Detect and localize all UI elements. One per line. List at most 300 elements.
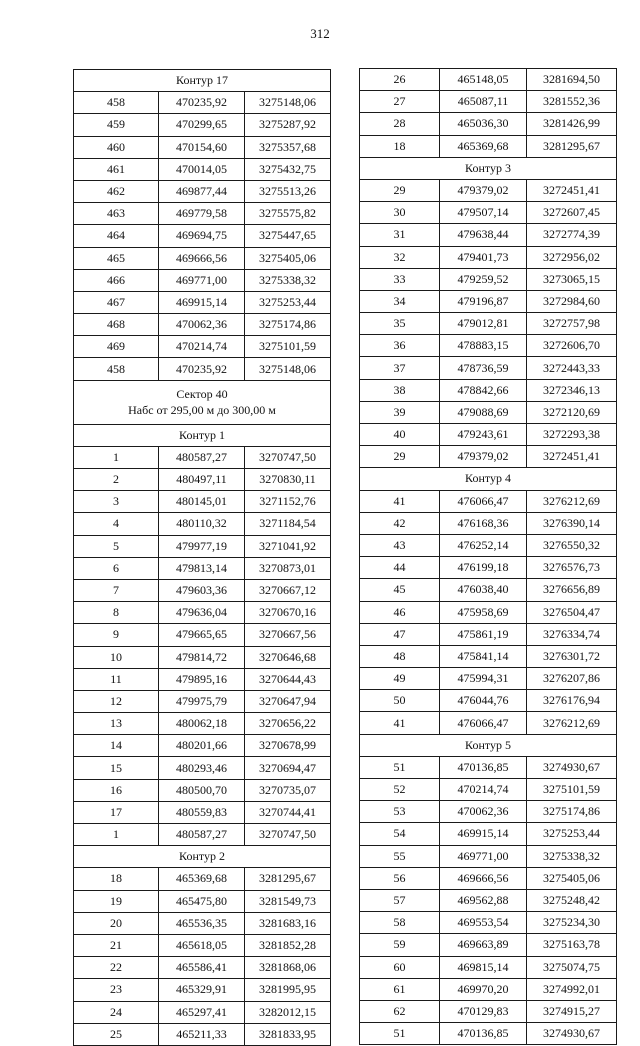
table-row bbox=[74, 957, 331, 979]
table-row bbox=[74, 824, 331, 846]
table-row bbox=[360, 335, 617, 357]
table-row bbox=[74, 668, 331, 690]
point-number: 34 bbox=[360, 290, 440, 312]
point-number: 33 bbox=[360, 268, 440, 290]
table-row bbox=[360, 557, 617, 579]
x-coordinate: 480587,27 bbox=[159, 824, 245, 846]
point-number: 467 bbox=[74, 291, 159, 313]
x-coordinate: 478883,15 bbox=[440, 335, 527, 357]
table-row bbox=[360, 779, 617, 801]
contour-header: Контур 4 bbox=[360, 468, 617, 490]
point-number: 7 bbox=[74, 579, 159, 601]
x-coordinate: 479636,04 bbox=[159, 602, 245, 624]
x-coordinate: 465036,30 bbox=[440, 113, 527, 135]
table-row bbox=[360, 645, 617, 667]
x-coordinate: 469915,14 bbox=[440, 823, 527, 845]
x-coordinate: 480201,66 bbox=[159, 735, 245, 757]
x-coordinate: 479813,14 bbox=[159, 557, 245, 579]
y-coordinate: 3281995,95 bbox=[245, 979, 331, 1001]
table-row bbox=[74, 579, 331, 601]
table-row bbox=[74, 180, 331, 202]
point-number: 18 bbox=[360, 135, 440, 157]
table-row bbox=[360, 401, 617, 423]
x-coordinate: 478842,66 bbox=[440, 379, 527, 401]
table-row bbox=[360, 845, 617, 867]
x-coordinate: 476168,36 bbox=[440, 512, 527, 534]
sector-height-range: Набс от 295,00 м до 300,00 м bbox=[128, 403, 276, 418]
table-row bbox=[74, 513, 331, 535]
x-coordinate: 469877,44 bbox=[159, 180, 245, 202]
table-row bbox=[360, 668, 617, 690]
x-coordinate: 470154,60 bbox=[159, 136, 245, 158]
x-coordinate: 465329,91 bbox=[159, 979, 245, 1001]
point-number: 5 bbox=[74, 535, 159, 557]
point-number: 461 bbox=[74, 158, 159, 180]
x-coordinate: 475994,31 bbox=[440, 668, 527, 690]
y-coordinate: 3275357,68 bbox=[245, 136, 331, 158]
x-coordinate: 480559,83 bbox=[159, 801, 245, 823]
point-number: 61 bbox=[360, 978, 440, 1000]
x-coordinate: 465475,80 bbox=[159, 890, 245, 912]
x-coordinate: 469553,54 bbox=[440, 912, 527, 934]
x-coordinate: 470214,74 bbox=[159, 336, 245, 358]
y-coordinate: 3275234,30 bbox=[527, 912, 617, 934]
x-coordinate: 480587,27 bbox=[159, 446, 245, 468]
table-row bbox=[74, 979, 331, 1001]
x-coordinate: 479401,73 bbox=[440, 246, 527, 268]
y-coordinate: 3281549,73 bbox=[245, 890, 331, 912]
y-coordinate: 3276334,74 bbox=[527, 623, 617, 645]
point-number: 13 bbox=[74, 713, 159, 735]
table-row bbox=[74, 1001, 331, 1023]
x-coordinate: 469771,00 bbox=[440, 845, 527, 867]
x-coordinate: 480110,32 bbox=[159, 513, 245, 535]
y-coordinate: 3275174,86 bbox=[527, 801, 617, 823]
y-coordinate: 3274992,01 bbox=[527, 978, 617, 1000]
table-row bbox=[74, 247, 331, 269]
point-number: 2 bbox=[74, 469, 159, 491]
x-coordinate: 475861,19 bbox=[440, 623, 527, 645]
point-number: 51 bbox=[360, 1023, 440, 1045]
x-coordinate: 470014,05 bbox=[159, 158, 245, 180]
table-row bbox=[74, 801, 331, 823]
point-number: 35 bbox=[360, 313, 440, 335]
point-number: 38 bbox=[360, 379, 440, 401]
table-row bbox=[360, 224, 617, 246]
x-coordinate: 475958,69 bbox=[440, 601, 527, 623]
table-row bbox=[360, 690, 617, 712]
y-coordinate: 3275148,06 bbox=[245, 92, 331, 114]
table-row bbox=[74, 1023, 331, 1045]
y-coordinate: 3275575,82 bbox=[245, 203, 331, 225]
point-number: 8 bbox=[74, 602, 159, 624]
contour-header: Контур 2 bbox=[74, 846, 331, 868]
point-number: 49 bbox=[360, 668, 440, 690]
point-number: 15 bbox=[74, 757, 159, 779]
contour-header: Контур 1 bbox=[74, 424, 331, 446]
point-number: 20 bbox=[74, 912, 159, 934]
y-coordinate: 3270744,41 bbox=[245, 801, 331, 823]
point-number: 460 bbox=[74, 136, 159, 158]
contour-header-row bbox=[360, 468, 617, 490]
y-coordinate: 3270670,16 bbox=[245, 602, 331, 624]
table-row bbox=[360, 712, 617, 734]
x-coordinate: 479507,14 bbox=[440, 202, 527, 224]
point-number: 43 bbox=[360, 534, 440, 556]
point-number: 50 bbox=[360, 690, 440, 712]
y-coordinate: 3270647,94 bbox=[245, 690, 331, 712]
point-number: 466 bbox=[74, 269, 159, 291]
point-number: 39 bbox=[360, 401, 440, 423]
y-coordinate: 3272451,41 bbox=[527, 446, 617, 468]
table-row bbox=[74, 757, 331, 779]
contour-header-row bbox=[74, 846, 331, 868]
y-coordinate: 3275338,32 bbox=[527, 845, 617, 867]
point-number: 59 bbox=[360, 934, 440, 956]
x-coordinate: 479603,36 bbox=[159, 579, 245, 601]
y-coordinate: 3271152,76 bbox=[245, 491, 331, 513]
x-coordinate: 479638,44 bbox=[440, 224, 527, 246]
contour-header: Контур 3 bbox=[360, 157, 617, 179]
contour-header-row bbox=[74, 70, 331, 92]
y-coordinate: 3275101,59 bbox=[527, 779, 617, 801]
table-row bbox=[360, 534, 617, 556]
y-coordinate: 3281833,95 bbox=[245, 1023, 331, 1045]
table-row bbox=[360, 867, 617, 889]
y-coordinate: 3281868,06 bbox=[245, 957, 331, 979]
table-row bbox=[360, 956, 617, 978]
point-number: 27 bbox=[360, 91, 440, 113]
y-coordinate: 3270747,50 bbox=[245, 446, 331, 468]
x-coordinate: 470235,92 bbox=[159, 358, 245, 380]
y-coordinate: 3275447,65 bbox=[245, 225, 331, 247]
point-number: 46 bbox=[360, 601, 440, 623]
point-number: 30 bbox=[360, 202, 440, 224]
point-number: 56 bbox=[360, 867, 440, 889]
table-row bbox=[74, 491, 331, 513]
y-coordinate: 3275253,44 bbox=[245, 291, 331, 313]
x-coordinate: 480500,70 bbox=[159, 779, 245, 801]
table-row bbox=[360, 756, 617, 778]
x-coordinate: 479895,16 bbox=[159, 668, 245, 690]
x-coordinate: 469815,14 bbox=[440, 956, 527, 978]
table-row bbox=[360, 379, 617, 401]
y-coordinate: 3281852,28 bbox=[245, 934, 331, 956]
table-row bbox=[74, 136, 331, 158]
table-row bbox=[74, 92, 331, 114]
y-coordinate: 3275174,86 bbox=[245, 314, 331, 336]
x-coordinate: 465586,41 bbox=[159, 957, 245, 979]
point-number: 54 bbox=[360, 823, 440, 845]
table-row bbox=[360, 246, 617, 268]
table-row bbox=[360, 357, 617, 379]
y-coordinate: 3276504,47 bbox=[527, 601, 617, 623]
point-number: 32 bbox=[360, 246, 440, 268]
y-coordinate: 3271041,92 bbox=[245, 535, 331, 557]
point-number: 57 bbox=[360, 889, 440, 911]
y-coordinate: 3275405,06 bbox=[527, 867, 617, 889]
table-row bbox=[74, 291, 331, 313]
point-number: 462 bbox=[74, 180, 159, 202]
point-number: 18 bbox=[74, 868, 159, 890]
table-row bbox=[74, 269, 331, 291]
sector-header-row bbox=[74, 380, 331, 424]
y-coordinate: 3275513,26 bbox=[245, 180, 331, 202]
x-coordinate: 465618,05 bbox=[159, 934, 245, 956]
table-row bbox=[74, 446, 331, 468]
y-coordinate: 3275101,59 bbox=[245, 336, 331, 358]
point-number: 1 bbox=[74, 824, 159, 846]
table-row bbox=[74, 336, 331, 358]
y-coordinate: 3270830,11 bbox=[245, 469, 331, 491]
x-coordinate: 476066,47 bbox=[440, 490, 527, 512]
x-coordinate: 469779,58 bbox=[159, 203, 245, 225]
x-coordinate: 470062,36 bbox=[159, 314, 245, 336]
y-coordinate: 3275163,78 bbox=[527, 934, 617, 956]
y-coordinate: 3276576,73 bbox=[527, 557, 617, 579]
point-number: 41 bbox=[360, 490, 440, 512]
y-coordinate: 3276176,94 bbox=[527, 690, 617, 712]
table-row bbox=[360, 579, 617, 601]
point-number: 458 bbox=[74, 92, 159, 114]
coordinates-table-right bbox=[359, 68, 617, 1045]
table-row bbox=[360, 268, 617, 290]
point-number: 37 bbox=[360, 357, 440, 379]
y-coordinate: 3273065,15 bbox=[527, 268, 617, 290]
point-number: 463 bbox=[74, 203, 159, 225]
y-coordinate: 3272757,98 bbox=[527, 313, 617, 335]
x-coordinate: 470136,85 bbox=[440, 756, 527, 778]
y-coordinate: 3275287,92 bbox=[245, 114, 331, 136]
table-row bbox=[360, 889, 617, 911]
x-coordinate: 476038,40 bbox=[440, 579, 527, 601]
y-coordinate: 3272774,39 bbox=[527, 224, 617, 246]
contour-header: Контур 17 bbox=[74, 70, 331, 92]
table-row bbox=[360, 113, 617, 135]
point-number: 465 bbox=[74, 247, 159, 269]
point-number: 29 bbox=[360, 179, 440, 201]
point-number: 11 bbox=[74, 668, 159, 690]
table-row bbox=[74, 225, 331, 247]
x-coordinate: 469694,75 bbox=[159, 225, 245, 247]
x-coordinate: 478736,59 bbox=[440, 357, 527, 379]
y-coordinate: 3272451,41 bbox=[527, 179, 617, 201]
table-row bbox=[360, 1000, 617, 1022]
x-coordinate: 480062,18 bbox=[159, 713, 245, 735]
table-row bbox=[360, 91, 617, 113]
x-coordinate: 479379,02 bbox=[440, 179, 527, 201]
table-row bbox=[74, 912, 331, 934]
y-coordinate: 3281295,67 bbox=[527, 135, 617, 157]
x-coordinate: 469915,14 bbox=[159, 291, 245, 313]
x-coordinate: 470136,85 bbox=[440, 1023, 527, 1045]
x-coordinate: 480145,01 bbox=[159, 491, 245, 513]
table-row bbox=[360, 490, 617, 512]
y-coordinate: 3275253,44 bbox=[527, 823, 617, 845]
x-coordinate: 479379,02 bbox=[440, 446, 527, 468]
table-row bbox=[74, 934, 331, 956]
point-number: 10 bbox=[74, 646, 159, 668]
y-coordinate: 3275338,32 bbox=[245, 269, 331, 291]
table-row bbox=[74, 557, 331, 579]
x-coordinate: 469666,56 bbox=[440, 867, 527, 889]
point-number: 9 bbox=[74, 624, 159, 646]
table-row bbox=[74, 646, 331, 668]
point-number: 29 bbox=[360, 446, 440, 468]
table-row bbox=[360, 934, 617, 956]
table-row bbox=[360, 446, 617, 468]
point-number: 17 bbox=[74, 801, 159, 823]
table-row bbox=[360, 978, 617, 1000]
table-row bbox=[360, 424, 617, 446]
x-coordinate: 465369,68 bbox=[159, 868, 245, 890]
y-coordinate: 3275248,42 bbox=[527, 889, 617, 911]
x-coordinate: 476252,14 bbox=[440, 534, 527, 556]
table-row bbox=[74, 158, 331, 180]
y-coordinate: 3281552,36 bbox=[527, 91, 617, 113]
y-coordinate: 3270646,68 bbox=[245, 646, 331, 668]
table-row bbox=[74, 890, 331, 912]
point-number: 16 bbox=[74, 779, 159, 801]
point-number: 36 bbox=[360, 335, 440, 357]
y-coordinate: 3274915,27 bbox=[527, 1000, 617, 1022]
x-coordinate: 469771,00 bbox=[159, 269, 245, 291]
table-row bbox=[74, 690, 331, 712]
y-coordinate: 3270644,43 bbox=[245, 668, 331, 690]
y-coordinate: 3272606,70 bbox=[527, 335, 617, 357]
y-coordinate: 3274930,67 bbox=[527, 756, 617, 778]
x-coordinate: 469970,20 bbox=[440, 978, 527, 1000]
x-coordinate: 470299,65 bbox=[159, 114, 245, 136]
contour-header: Контур 5 bbox=[360, 734, 617, 756]
y-coordinate: 3271184,54 bbox=[245, 513, 331, 535]
contour-header-row bbox=[360, 157, 617, 179]
y-coordinate: 3272607,45 bbox=[527, 202, 617, 224]
y-coordinate: 3272346,13 bbox=[527, 379, 617, 401]
y-coordinate: 3272984,60 bbox=[527, 290, 617, 312]
x-coordinate: 475841,14 bbox=[440, 645, 527, 667]
point-number: 12 bbox=[74, 690, 159, 712]
point-number: 47 bbox=[360, 623, 440, 645]
y-coordinate: 3270873,01 bbox=[245, 557, 331, 579]
point-number: 48 bbox=[360, 645, 440, 667]
x-coordinate: 465536,35 bbox=[159, 912, 245, 934]
point-number: 55 bbox=[360, 845, 440, 867]
point-number: 19 bbox=[74, 890, 159, 912]
point-number: 1 bbox=[74, 446, 159, 468]
contour-header-row bbox=[74, 424, 331, 446]
table-row bbox=[360, 1023, 617, 1045]
x-coordinate: 479814,72 bbox=[159, 646, 245, 668]
x-coordinate: 470214,74 bbox=[440, 779, 527, 801]
x-coordinate: 479665,65 bbox=[159, 624, 245, 646]
y-coordinate: 3270667,56 bbox=[245, 624, 331, 646]
point-number: 23 bbox=[74, 979, 159, 1001]
point-number: 26 bbox=[360, 69, 440, 91]
point-number: 24 bbox=[74, 1001, 159, 1023]
table-row bbox=[74, 868, 331, 890]
y-coordinate: 3276656,89 bbox=[527, 579, 617, 601]
y-coordinate: 3281426,99 bbox=[527, 113, 617, 135]
table-row bbox=[360, 801, 617, 823]
point-number: 22 bbox=[74, 957, 159, 979]
y-coordinate: 3272293,38 bbox=[527, 424, 617, 446]
y-coordinate: 3276390,14 bbox=[527, 512, 617, 534]
y-coordinate: 3275074,75 bbox=[527, 956, 617, 978]
point-number: 44 bbox=[360, 557, 440, 579]
y-coordinate: 3276212,69 bbox=[527, 490, 617, 512]
x-coordinate: 469666,56 bbox=[159, 247, 245, 269]
table-row bbox=[74, 469, 331, 491]
y-coordinate: 3270735,07 bbox=[245, 779, 331, 801]
y-coordinate: 3270667,12 bbox=[245, 579, 331, 601]
x-coordinate: 479259,52 bbox=[440, 268, 527, 290]
table-row bbox=[74, 735, 331, 757]
x-coordinate: 479243,61 bbox=[440, 424, 527, 446]
point-number: 53 bbox=[360, 801, 440, 823]
table-row bbox=[74, 624, 331, 646]
y-coordinate: 3276207,86 bbox=[527, 668, 617, 690]
table-row bbox=[360, 202, 617, 224]
point-number: 21 bbox=[74, 934, 159, 956]
x-coordinate: 479977,19 bbox=[159, 535, 245, 557]
y-coordinate: 3276301,72 bbox=[527, 645, 617, 667]
y-coordinate: 3275405,06 bbox=[245, 247, 331, 269]
y-coordinate: 3276212,69 bbox=[527, 712, 617, 734]
table-row bbox=[360, 601, 617, 623]
table-row bbox=[74, 535, 331, 557]
x-coordinate: 479088,69 bbox=[440, 401, 527, 423]
y-coordinate: 3281295,67 bbox=[245, 868, 331, 890]
y-coordinate: 3270694,47 bbox=[245, 757, 331, 779]
y-coordinate: 3270747,50 bbox=[245, 824, 331, 846]
y-coordinate: 3272443,33 bbox=[527, 357, 617, 379]
table-row bbox=[74, 713, 331, 735]
point-number: 58 bbox=[360, 912, 440, 934]
y-coordinate: 3272120,69 bbox=[527, 401, 617, 423]
point-number: 3 bbox=[74, 491, 159, 513]
point-number: 28 bbox=[360, 113, 440, 135]
point-number: 41 bbox=[360, 712, 440, 734]
x-coordinate: 465148,05 bbox=[440, 69, 527, 91]
table-row bbox=[360, 512, 617, 534]
point-number: 45 bbox=[360, 579, 440, 601]
point-number: 40 bbox=[360, 424, 440, 446]
x-coordinate: 476199,18 bbox=[440, 557, 527, 579]
table-row bbox=[74, 114, 331, 136]
sector-title: Сектор 40 bbox=[176, 387, 228, 402]
page-number: 312 bbox=[310, 26, 330, 41]
point-number: 458 bbox=[74, 358, 159, 380]
y-coordinate: 3270678,99 bbox=[245, 735, 331, 757]
contour-header-row bbox=[360, 734, 617, 756]
table-row bbox=[360, 69, 617, 91]
point-number: 14 bbox=[74, 735, 159, 757]
x-coordinate: 476066,47 bbox=[440, 712, 527, 734]
y-coordinate: 3281683,16 bbox=[245, 912, 331, 934]
table-row bbox=[74, 358, 331, 380]
table-row bbox=[360, 179, 617, 201]
table-row bbox=[360, 623, 617, 645]
table-row bbox=[74, 203, 331, 225]
y-coordinate: 3272956,02 bbox=[527, 246, 617, 268]
x-coordinate: 465211,33 bbox=[159, 1023, 245, 1045]
point-number: 60 bbox=[360, 956, 440, 978]
point-number: 25 bbox=[74, 1023, 159, 1045]
x-coordinate: 465087,11 bbox=[440, 91, 527, 113]
x-coordinate: 469663,89 bbox=[440, 934, 527, 956]
table-row bbox=[360, 135, 617, 157]
